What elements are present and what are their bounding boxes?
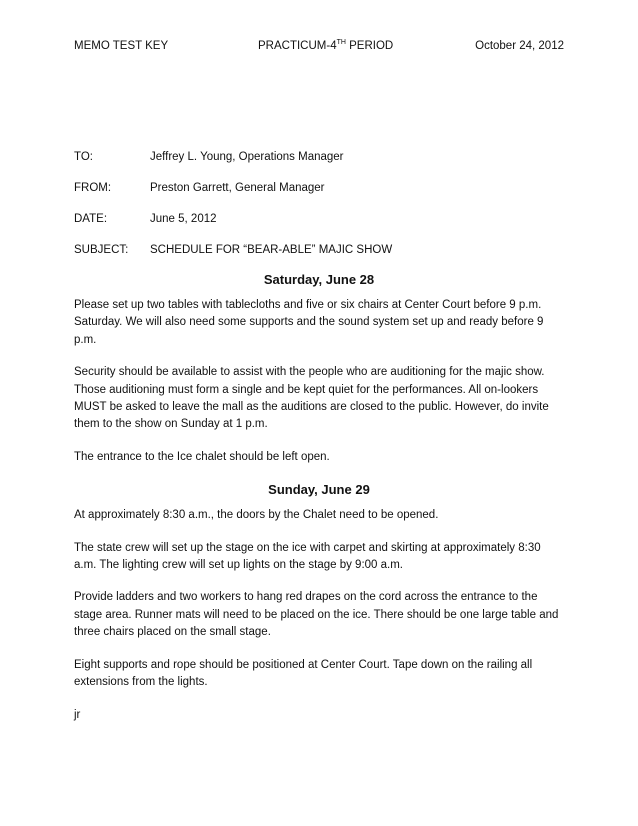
subject-label: SUBJECT: xyxy=(74,244,129,256)
header-period xyxy=(258,40,393,52)
saturday-paragraph-1: Please set up two tables with tablecloths and five or six chairs at Center Court before 9 p.m. Saturday. We will also need some supports and the sound system set up and ready before 9 p.m. xyxy=(74,299,544,346)
to-value: Jeffrey L. Young, Operations Manager xyxy=(150,151,344,163)
sunday-paragraph-4: Eight supports and rope should be positioned at Center Court. Tape down on the railing all extensions from the lights. xyxy=(74,658,533,689)
from-label: FROM: xyxy=(74,182,112,194)
header-period-main: PRACTICUM-4 xyxy=(258,40,337,52)
date-row xyxy=(74,213,564,244)
sunday-paragraph-1: At approximately 8:30 a.m., the doors by the Chalet need to be opened. xyxy=(74,509,439,522)
header-period-superscript: TH xyxy=(336,39,346,47)
to-row xyxy=(74,151,564,182)
date-label: DATE: xyxy=(74,213,108,225)
from-value: Preston Garrett, General Manager xyxy=(150,182,325,194)
sunday-paragraph-2: The state crew will set up the stage on the ice with carpet and skirting at approximately 8:30 a.m. The lighting crew will set up lights on the stage by 9:00 a.m. xyxy=(74,541,541,572)
memo-body xyxy=(74,271,564,739)
subject-value: SCHEDULE FOR “BEAR-ABLE” MAJIC SHOW xyxy=(150,244,393,256)
date-value: June 5, 2012 xyxy=(150,213,217,225)
header-date: October 24, 2012 xyxy=(475,40,564,52)
from-row xyxy=(74,182,564,213)
page-header xyxy=(74,40,564,56)
saturday-heading: Saturday, June 28 xyxy=(263,272,375,287)
saturday-paragraph-2: Security should be available to assist with the people who are auditioning for the majic show. Those auditioning must form a single and be kept quiet for the performances. All on-lookers MUST be asked to leave the mall as the auditions are closed to the public. However, do invite them to the show on Sunday at 1 p.m. xyxy=(74,366,549,431)
header-memo-key: MEMO TEST KEY xyxy=(74,40,169,52)
header-period-tail: PERIOD xyxy=(345,40,394,52)
typist-initials: jr xyxy=(74,708,81,721)
sunday-heading: Sunday, June 29 xyxy=(268,482,370,498)
to-label: TO: xyxy=(74,151,93,163)
sunday-paragraph-3: Provide ladders and two workers to hang red drapes on the cord across the entrance to the stage area. Runner mats will need to be placed on the ice. There should be one large table and three chairs placed on the small stage. xyxy=(74,591,559,639)
saturday-paragraph-3: The entrance to the Ice chalet should be left open. xyxy=(74,450,330,463)
memo-fields xyxy=(74,151,564,275)
